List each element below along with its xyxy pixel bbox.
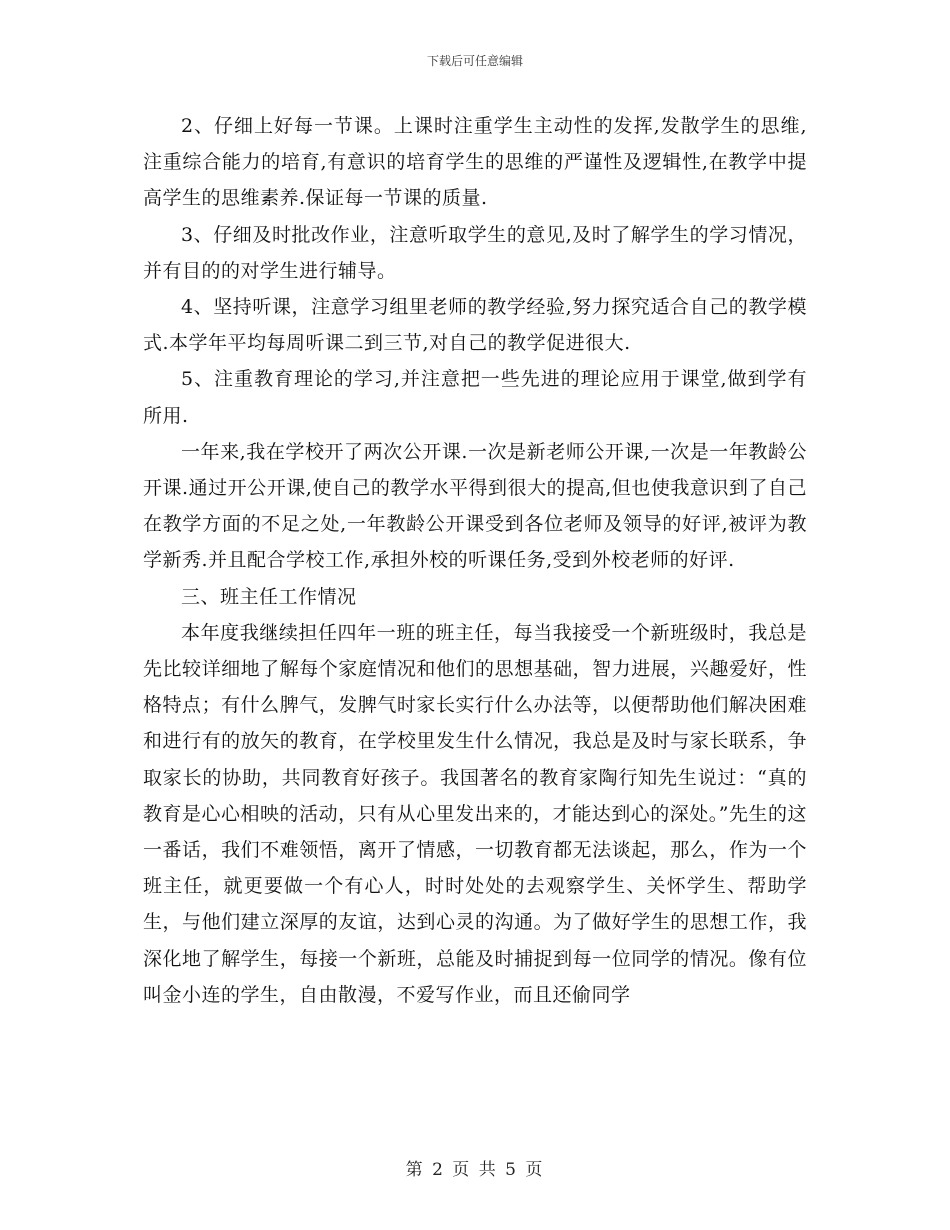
paragraph-class-teacher: 本年度我继续担任四年一班的班主任，每当我接受一个新班级时，我总是先比较详细地了解每个家庭情况和他们的思想基础，智力进展，兴趣爱好，性格特点；有什么脾气，发脾气时家长实行什么办法等，以便帮助他们解决困难和进行有的放矢的教育，在学校里发生什么情况，我总是及时与家长联系，争取家长的协助，共同教育好孩子。我国著名的教育家陶行知先生说过：“真的教育是心心相映的活动，只有从心里发出来的，才能达到心的深处。”先生的这一番话，我们不难领悟，离开了情感，一切教育都无法谈起，那么，作为一个班主任，就更要做一个有心人，时时处处的去观察学生、关怀学生、帮助学生，与他们建立深厚的友谊，达到心灵的沟通。为了做好学生的思想工作，我深化地了解学生，每接一个新班，总能及时捕捉到每一位同学的情况。像有位叫金小连的学生，自由散漫，不爱写作业，而且还偷同学: [143, 621, 807, 1006]
paragraph-item-2: 2、仔细上好每一节课。上课时注重学生主动性的发挥,发散学生的思维,注重综合能力的培育,有意识的培育学生的思维的严谨性及逻辑性,在教学中提高学生的思维素养.保证每一节课的质量.: [143, 115, 807, 210]
section-heading: 三、班主任工作情况: [181, 585, 357, 608]
paragraph-open-class: 一年来,我在学校开了两次公开课.一次是新老师公开课,一次是一年教龄公开课.通过开公开课,使自己的教学水平得到很大的提高,但也使我意识到了自己在教学方面的不足之处,一年教龄公开课受到各位老师及领导的好评,被评为教学新秀.并且配合学校工作,承担外校的听课任务,受到外校老师的好评.: [143, 440, 807, 572]
paragraph-item-4: 4、坚持听课，注意学习组里老师的教学经验,努力探究适合自己的教学模式.本学年平均每周听课二到三节,对自己的教学促进很大.: [143, 296, 807, 355]
document-body: [143, 108, 807, 1013]
page-number: 第 2 页 共 5 页: [405, 1160, 545, 1180]
paragraph-item-5: 5、注重教育理论的学习,并注意把一些先进的理论应用于课堂,做到学有所用.: [143, 368, 807, 427]
page-header: 下载后可任意编辑: [426, 54, 523, 68]
paragraph-item-3: 3、仔细及时批改作业，注意听取学生的意见,及时了解学生的学习情况，并有目的的对学生进行辅导。: [143, 223, 807, 282]
